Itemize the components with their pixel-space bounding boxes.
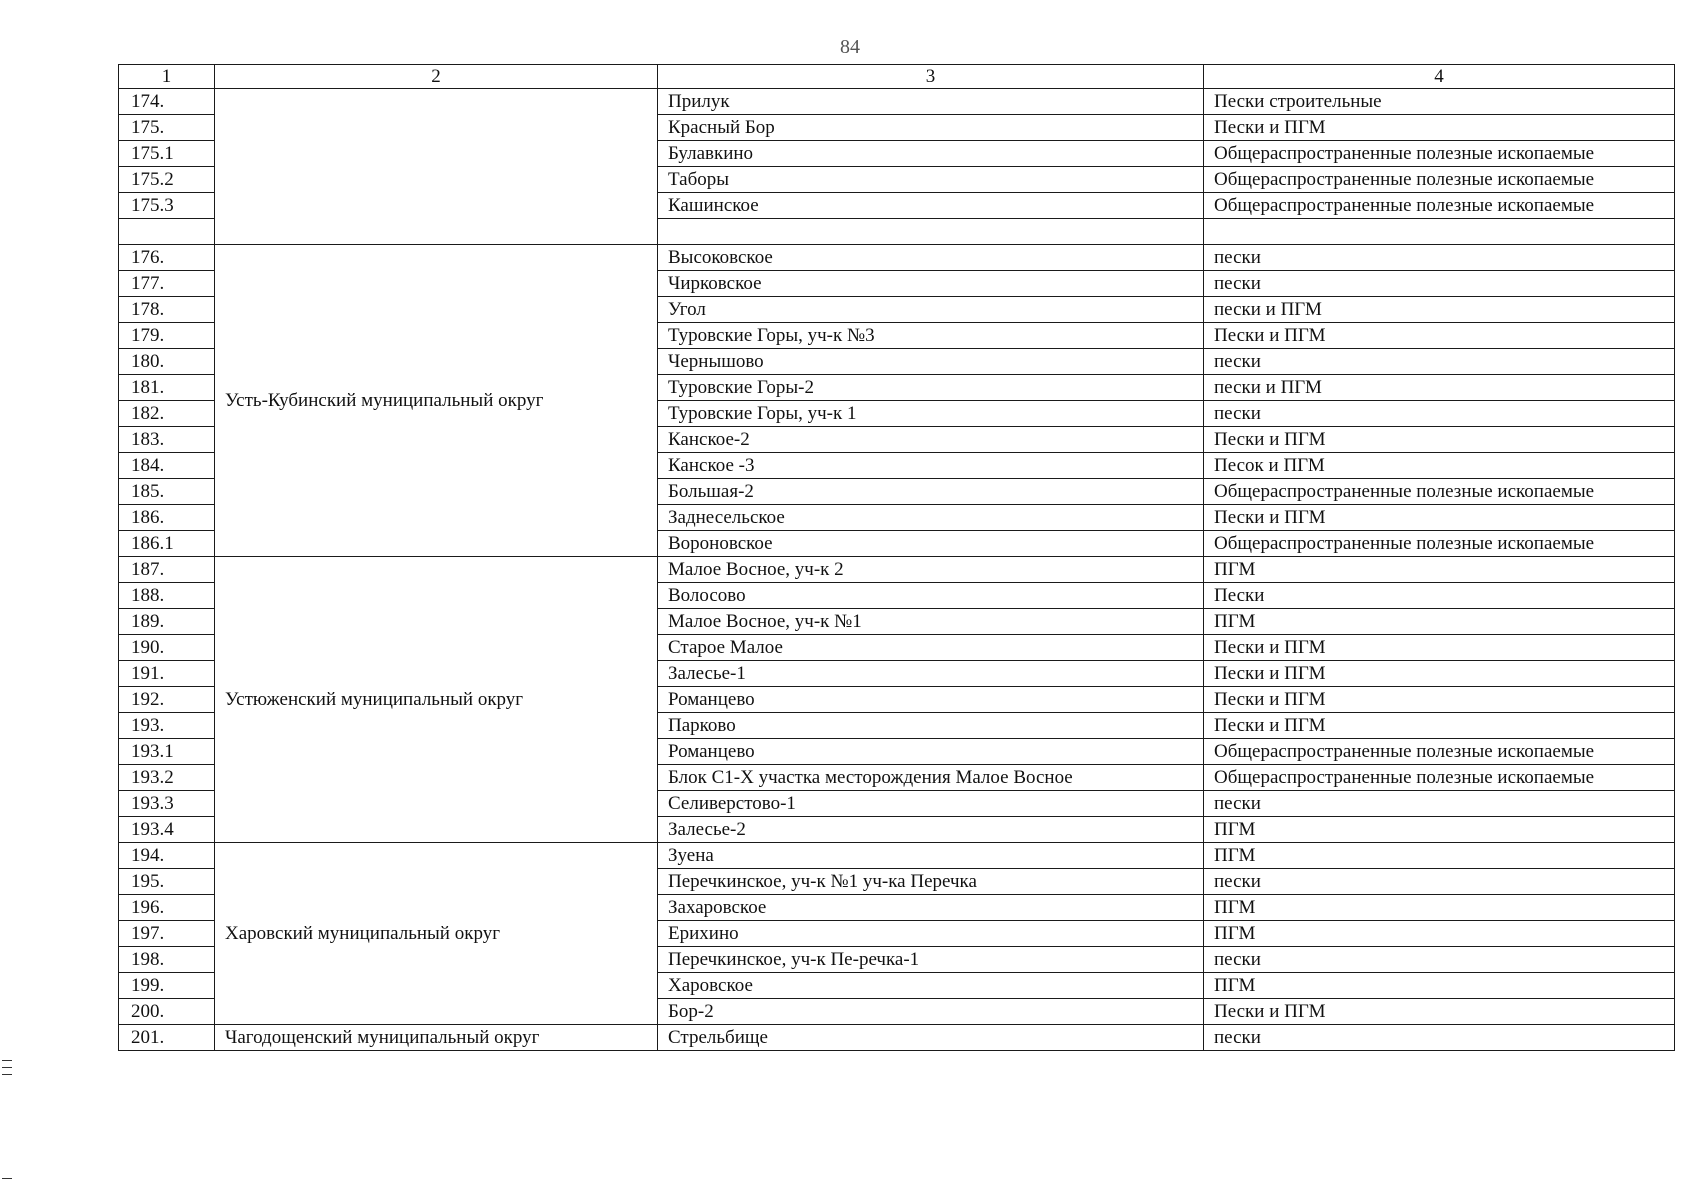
column-header-mineral: 4 — [1204, 65, 1675, 89]
row-number: 201. — [119, 1025, 215, 1051]
deposit-name: Перечкинское, уч-к Пе-речка-1 — [658, 947, 1204, 973]
deposit-name: Большая-2 — [658, 479, 1204, 505]
row-number: 175.3 — [119, 193, 215, 219]
deposit-name: Харовское — [658, 973, 1204, 999]
mineral-type: Пески и ПГМ — [1204, 687, 1675, 713]
table-body — [119, 89, 1675, 1051]
row-number: 175.1 — [119, 141, 215, 167]
district-name: Чагодощенский муниципальный округ — [215, 1025, 658, 1051]
deposit-name: Старое Малое — [658, 635, 1204, 661]
mineral-type: Пески строительные — [1204, 89, 1675, 115]
table-header-row — [119, 65, 1675, 89]
row-number: 183. — [119, 427, 215, 453]
deposit-name: Прилук — [658, 89, 1204, 115]
table-row — [119, 843, 1675, 869]
deposit-name: Перечкинское, уч-к №1 уч-ка Перечка — [658, 869, 1204, 895]
mineral-type: пески — [1204, 245, 1675, 271]
deposit-name: Залесье-1 — [658, 661, 1204, 687]
deposit-name: Малое Восное, уч-к 2 — [658, 557, 1204, 583]
district-name — [215, 89, 658, 245]
deposit-name: Таборы — [658, 167, 1204, 193]
mineral-type: Общераспространенные полезные ископаемые — [1204, 479, 1675, 505]
row-number: 186. — [119, 505, 215, 531]
row-number: 177. — [119, 271, 215, 297]
row-number: 176. — [119, 245, 215, 271]
table-row — [119, 245, 1675, 271]
row-number: 182. — [119, 401, 215, 427]
table-row — [119, 89, 1675, 115]
row-number: 189. — [119, 609, 215, 635]
row-number: 192. — [119, 687, 215, 713]
row-number: 181. — [119, 375, 215, 401]
deposit-name: Булавкино — [658, 141, 1204, 167]
mineral-type: пески и ПГМ — [1204, 297, 1675, 323]
row-number: 174. — [119, 89, 215, 115]
mineral-type: ПГМ — [1204, 817, 1675, 843]
row-number: 193.1 — [119, 739, 215, 765]
mineral-type: ПГМ — [1204, 557, 1675, 583]
row-number: 175.2 — [119, 167, 215, 193]
row-number: 193.3 — [119, 791, 215, 817]
table-row — [119, 557, 1675, 583]
district-name: Устюженский муниципальный округ — [215, 557, 658, 843]
deposit-name: Блок С1-Х участка месторождения Малое Восное — [658, 765, 1204, 791]
row-number: 199. — [119, 973, 215, 999]
district-name: Харовский муниципальный округ — [215, 843, 658, 1025]
deposit-name: Залесье-2 — [658, 817, 1204, 843]
deposit-name: Бор-2 — [658, 999, 1204, 1025]
row-number: 175. — [119, 115, 215, 141]
row-number: 194. — [119, 843, 215, 869]
margin-scan-marks — [2, 1060, 12, 1081]
mineral-type: пески — [1204, 1025, 1675, 1051]
row-number: 184. — [119, 453, 215, 479]
mineral-type: Общераспространенные полезные ископаемые — [1204, 167, 1675, 193]
mineral-type: пески — [1204, 271, 1675, 297]
deposit-name: Чирковское — [658, 271, 1204, 297]
deposits-table — [118, 64, 1675, 1051]
deposit-name: Туровские Горы, уч-к 1 — [658, 401, 1204, 427]
mineral-type: Пески и ПГМ — [1204, 115, 1675, 141]
deposit-name: Красный Бор — [658, 115, 1204, 141]
mineral-type: ПГМ — [1204, 921, 1675, 947]
row-number: 198. — [119, 947, 215, 973]
row-number: 180. — [119, 349, 215, 375]
mineral-type: Песок и ПГМ — [1204, 453, 1675, 479]
deposit-name: Канское -3 — [658, 453, 1204, 479]
mineral-type: Пески и ПГМ — [1204, 999, 1675, 1025]
mineral-type: Пески и ПГМ — [1204, 323, 1675, 349]
row-number: 178. — [119, 297, 215, 323]
mineral-type: Общераспространенные полезные ископаемые — [1204, 765, 1675, 791]
mineral-type: Общераспространенные полезные ископаемые — [1204, 193, 1675, 219]
mineral-type: Пески и ПГМ — [1204, 427, 1675, 453]
deposit-name: Угол — [658, 297, 1204, 323]
deposit-name: Захаровское — [658, 895, 1204, 921]
deposit-name: Ерихино — [658, 921, 1204, 947]
mineral-type: ПГМ — [1204, 895, 1675, 921]
mineral-type: Пески и ПГМ — [1204, 635, 1675, 661]
deposit-name: Парково — [658, 713, 1204, 739]
mineral-type: пески — [1204, 349, 1675, 375]
mineral-type: пески — [1204, 869, 1675, 895]
table-row — [119, 1025, 1675, 1051]
column-header-deposit: 3 — [658, 65, 1204, 89]
mineral-type: пески и ПГМ — [1204, 375, 1675, 401]
row-number: 197. — [119, 921, 215, 947]
deposit-name — [658, 219, 1204, 245]
deposit-name: Зуена — [658, 843, 1204, 869]
margin-scan-dash — [2, 1178, 12, 1179]
deposit-name: Кашинское — [658, 193, 1204, 219]
deposit-name: Чернышово — [658, 349, 1204, 375]
mineral-type: Пески и ПГМ — [1204, 713, 1675, 739]
deposit-name: Малое Восное, уч-к №1 — [658, 609, 1204, 635]
deposit-name: Заднесельское — [658, 505, 1204, 531]
row-number: 187. — [119, 557, 215, 583]
deposit-name: Селиверстово-1 — [658, 791, 1204, 817]
deposit-name: Туровские Горы-2 — [658, 375, 1204, 401]
row-number: 193. — [119, 713, 215, 739]
row-number: 179. — [119, 323, 215, 349]
deposit-name: Вороновское — [658, 531, 1204, 557]
row-number: 191. — [119, 661, 215, 687]
mineral-type: пески — [1204, 947, 1675, 973]
district-name: Усть-Кубинский муниципальный округ — [215, 245, 658, 557]
row-number: 193.2 — [119, 765, 215, 791]
row-number: 193.4 — [119, 817, 215, 843]
mineral-type: ПГМ — [1204, 973, 1675, 999]
row-number — [119, 219, 215, 245]
deposit-name: Высоковское — [658, 245, 1204, 271]
mineral-type: Пески и ПГМ — [1204, 661, 1675, 687]
mineral-type: Общераспространенные полезные ископаемые — [1204, 531, 1675, 557]
mineral-type: Пески и ПГМ — [1204, 505, 1675, 531]
mineral-type: пески — [1204, 401, 1675, 427]
column-header-district: 2 — [215, 65, 658, 89]
row-number: 195. — [119, 869, 215, 895]
mineral-type: Пески — [1204, 583, 1675, 609]
mineral-type: ПГМ — [1204, 609, 1675, 635]
deposit-name: Канское-2 — [658, 427, 1204, 453]
row-number: 200. — [119, 999, 215, 1025]
deposit-name: Туровские Горы, уч-к №3 — [658, 323, 1204, 349]
deposit-name: Романцево — [658, 687, 1204, 713]
mineral-type — [1204, 219, 1675, 245]
column-header-number: 1 — [119, 65, 215, 89]
deposit-name: Стрельбище — [658, 1025, 1204, 1051]
mineral-type: Общераспространенные полезные ископаемые — [1204, 141, 1675, 167]
row-number: 190. — [119, 635, 215, 661]
mineral-type: Общераспространенные полезные ископаемые — [1204, 739, 1675, 765]
row-number: 185. — [119, 479, 215, 505]
row-number: 186.1 — [119, 531, 215, 557]
row-number: 188. — [119, 583, 215, 609]
mineral-type: ПГМ — [1204, 843, 1675, 869]
row-number: 196. — [119, 895, 215, 921]
deposit-name: Волосово — [658, 583, 1204, 609]
deposit-name: Романцево — [658, 739, 1204, 765]
mineral-type: пески — [1204, 791, 1675, 817]
page-number: 84 — [840, 36, 860, 58]
